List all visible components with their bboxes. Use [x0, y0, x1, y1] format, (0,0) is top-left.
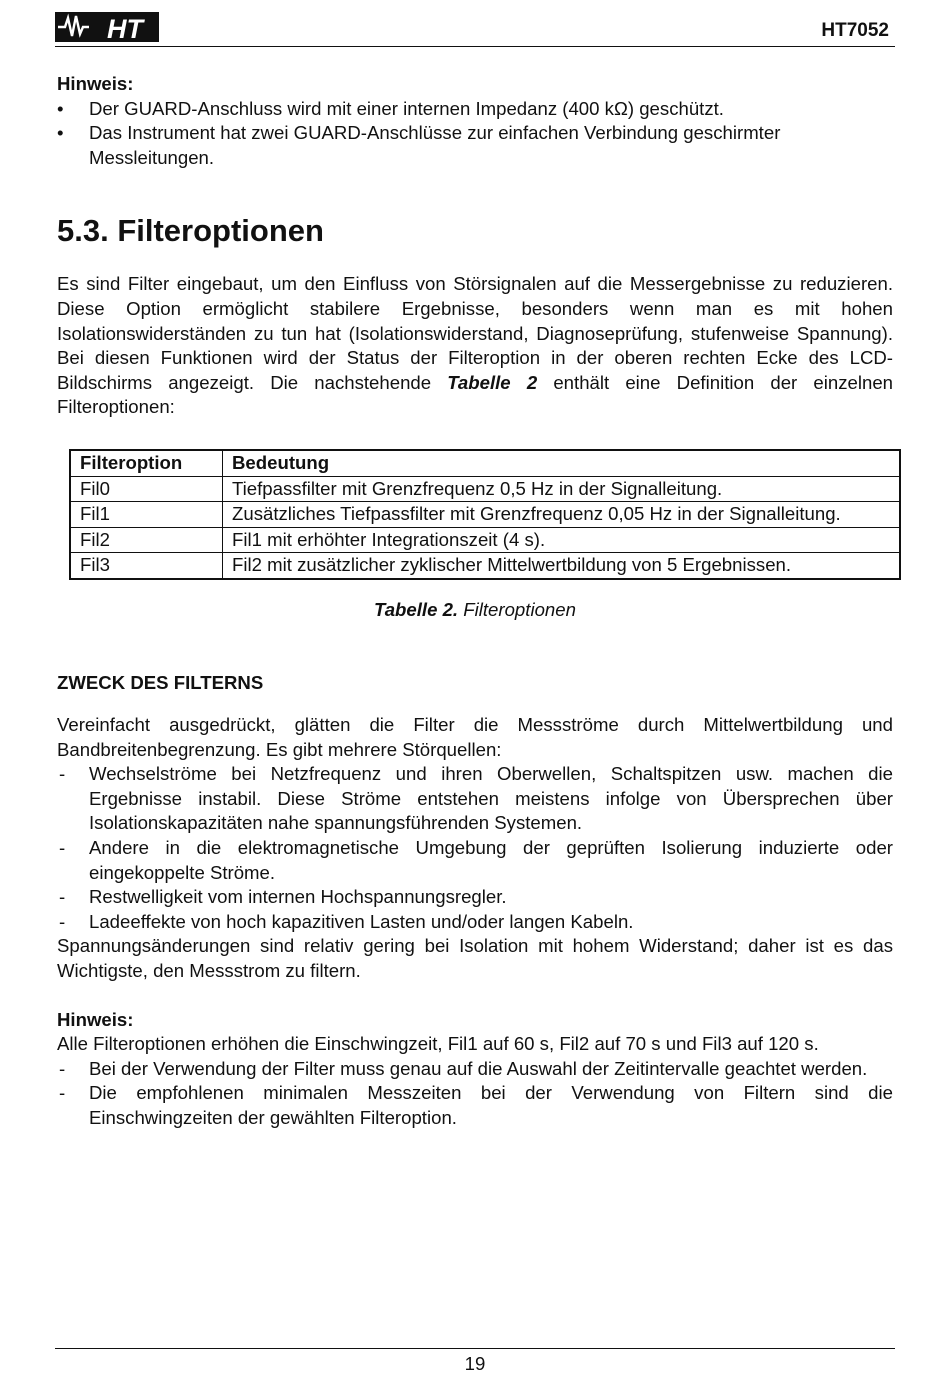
column-header-filteroption: Filteroption — [70, 450, 223, 476]
note-title: Hinweis: — [57, 73, 134, 94]
purpose-closing: Spannungsänderungen sind relativ gering bei Isolation mit hohem Widerstand; daher ist es das Wichtigste, den Messstrom zu filtern. — [57, 935, 893, 982]
table-cell: Tiefpassfilter mit Grenzfrequenz 0,5 Hz in der Signalleitung. — [223, 476, 901, 502]
section-intro — [57, 272, 893, 420]
purpose-intro: Vereinfacht ausgedrückt, glätten die Filter die Messströme durch Mittelwertbildung und Bandbreitenbegrenzung. Es gibt mehrere Störquellen: — [57, 714, 893, 760]
dash-icon: - — [59, 837, 66, 859]
logo-text: HT — [107, 14, 143, 44]
dash-icon: - — [59, 886, 66, 908]
bullet-icon: • — [57, 122, 64, 144]
dash-icon: - — [59, 763, 66, 785]
table-cell: Fil1 — [70, 502, 223, 528]
intro-text: Es sind Filter eingebaut, um den Einfluss von Störsignalen auf die Messergebnisse zu reduzieren. Diese Option ermöglicht stabilere Ergebnisse, besonders wenn man es mit hohen Isolationswiderständen zu tun hat (Isolationswiderstand, Diagnoseprüfung, stufenweise Spannung). Bei diesen Funktionen wird der Status der Filteroption in der oberen rechten Ecke des LCD-Bildschirms angezeigt. Die nachstehende — [57, 273, 893, 393]
list-item-text: Bei der Verwendung der Filter muss genau auf die Auswahl der Zeitintervalle geachtet werden. — [89, 1057, 868, 1079]
page-footer — [55, 1348, 895, 1375]
list-item-text: Die empfohlenen minimalen Messzeiten bei der Verwendung von Filtern sind die Einschwingzeiten der gewählten Filteroption. — [89, 1082, 893, 1128]
list-item-text: Das Instrument hat zwei GUARD-Anschlüsse zur einfachen Verbindung geschirmter Messleitungen. — [89, 122, 781, 168]
list-item — [57, 121, 893, 170]
table-cell: Zusätzliches Tiefpassfilter mit Grenzfrequenz 0,05 Hz in der Signalleitung. — [223, 502, 901, 528]
page-number: 19 — [464, 1353, 486, 1374]
subsection-title: ZWECK DES FILTERNS — [57, 671, 264, 693]
ht-logo — [55, 10, 161, 44]
table-caption — [57, 598, 893, 623]
table-header-row — [70, 450, 900, 476]
table-cell: Fil0 — [70, 476, 223, 502]
section-heading: 5.3. Filteroptionen — [57, 213, 324, 249]
table-row — [70, 476, 900, 502]
dash-icon: - — [59, 1082, 66, 1104]
table-cell: Fil1 mit erhöhter Integrationszeit (4 s). — [223, 527, 901, 553]
note-title: Hinweis: — [57, 1008, 134, 1030]
list-item — [57, 910, 893, 935]
model-name: HT7052 — [821, 20, 889, 41]
page-content — [57, 72, 893, 1131]
note-text: Alle Filteroptionen erhöhen die Einschwingzeit, Fil1 auf 60 s, Fil2 auf 70 s und Fil3 auf 120 s. — [57, 1033, 819, 1055]
table-cell: Fil2 mit zusätzlicher zyklischer Mittelwertbildung von 5 Ergebnissen. — [223, 553, 901, 579]
caption-text: Filteroptionen — [458, 598, 576, 620]
filter-options-table — [69, 449, 901, 580]
list-item — [57, 1057, 893, 1082]
list-item — [57, 885, 893, 910]
list-item-text: Restwelligkeit vom internen Hochspannungsregler. — [89, 886, 507, 908]
list-item-text: Ladeeffekte von hoch kapazitiven Lasten und/oder langen Kabeln. — [89, 910, 634, 932]
list-item — [57, 97, 893, 122]
list-item — [57, 836, 893, 885]
list-item-text: Wechselströme bei Netzfrequenz und ihren Oberwellen, Schaltspitzen usw. machen die Ergebnisse instabil. Diese Ströme entstehen meistens infolge von Übersprechen über Isolationskapazitäten nahe spannungsführenden Systemen. — [89, 763, 893, 834]
list-item — [57, 762, 893, 836]
dash-icon: - — [59, 910, 66, 932]
intro-text-end: enthält eine Definition der einzelnen Filteroptionen: — [57, 371, 894, 418]
table-cell: Fil2 — [70, 527, 223, 553]
table-row — [70, 527, 900, 553]
table-cell: Fil3 — [70, 553, 223, 579]
caption-label: Tabelle 2. — [374, 598, 459, 620]
dash-icon: - — [59, 1057, 66, 1079]
bullet-icon: • — [57, 97, 64, 119]
list-item-text: Andere in die elektromagnetische Umgebung der geprüften Isolierung induzierte oder eingekoppelte Ströme. — [89, 837, 893, 883]
table-row — [70, 553, 900, 579]
list-item — [57, 1081, 893, 1130]
list-item-text: Der GUARD-Anschluss wird mit einer internen Impedanz (400 kΩ) geschützt. — [89, 97, 724, 119]
column-header-bedeutung: Bedeutung — [223, 450, 901, 476]
table-reference: Tabelle 2 — [447, 371, 538, 393]
page-header — [55, 8, 895, 47]
table-row — [70, 502, 900, 528]
